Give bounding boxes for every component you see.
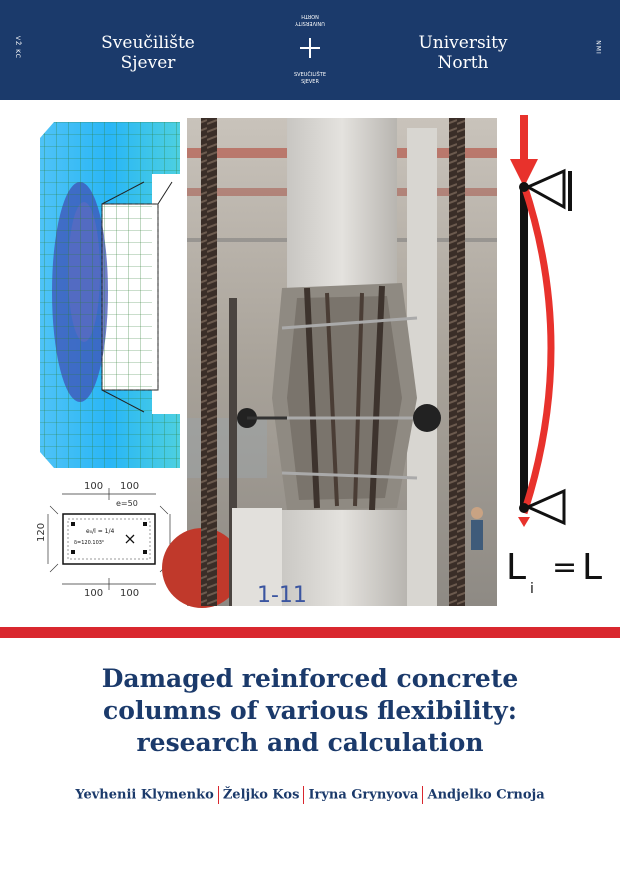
university-name-hr-line1: Sveučilište — [101, 33, 195, 53]
university-name-croatian — [78, 33, 218, 73]
dim-left: 120 — [36, 522, 47, 542]
author-name: Yevhenii Klymenko — [75, 787, 214, 803]
plus-logo-icon — [300, 38, 320, 58]
formula-rhs: L — [582, 547, 603, 588]
column-marking: 1-11 — [257, 583, 307, 608]
logo-top-line2: NORTH — [301, 13, 319, 19]
header-band — [0, 0, 620, 100]
cross-section-drawing — [30, 476, 185, 600]
logo-bottom-line2: SJEVER — [301, 79, 319, 85]
university-name-english — [393, 33, 533, 73]
author-name: Andjelko Crnoja — [427, 787, 545, 803]
formula-subscript: i — [530, 581, 534, 597]
inner-label-eccentricity-ratio: e₀/l = 1/4 — [86, 528, 115, 535]
book-title — [40, 663, 580, 759]
logo-top-line1: UNIVERSITY — [295, 20, 325, 26]
dim-top-left: 100 — [84, 481, 104, 492]
dim-top-right: 100 — [120, 481, 140, 492]
author-name: Željko Kos — [222, 787, 300, 803]
fem-contour-model — [32, 122, 182, 468]
university-name-hr-line2: Sjever — [120, 53, 176, 73]
accent-stripe — [0, 627, 620, 638]
logo-bottom-text — [280, 72, 340, 86]
damaged-column-photo — [187, 118, 497, 606]
eccentricity-label: e=50 — [116, 499, 138, 508]
buckling-diagram — [500, 115, 612, 605]
side-mark-right: NMI — [594, 40, 602, 55]
inner-label-angle: δ=120.103⁰ — [74, 540, 104, 546]
side-mark-left: VŽ KC — [13, 36, 21, 59]
formula-equals: = — [552, 550, 578, 585]
dim-bottom-left: 100 — [84, 588, 104, 599]
title-line-1: Damaged reinforced concrete — [101, 664, 519, 693]
title-line-2: columns of various flexibility: — [103, 696, 517, 725]
logo-top-text — [280, 12, 340, 26]
dim-bottom-right: 100 — [120, 588, 140, 599]
author-separator — [303, 786, 304, 804]
author-separator — [218, 786, 219, 804]
university-name-en-line2: North — [437, 53, 489, 73]
author-separator — [422, 786, 423, 804]
logo-bottom-line1: SVEUČILIŠTE — [293, 72, 327, 78]
authors-list — [30, 786, 590, 804]
university-name-en-line1: University — [418, 33, 508, 53]
title-line-3: research and calculation — [136, 728, 484, 757]
author-name: Iryna Grynyova — [308, 787, 419, 803]
formula-lhs: L — [506, 547, 527, 588]
